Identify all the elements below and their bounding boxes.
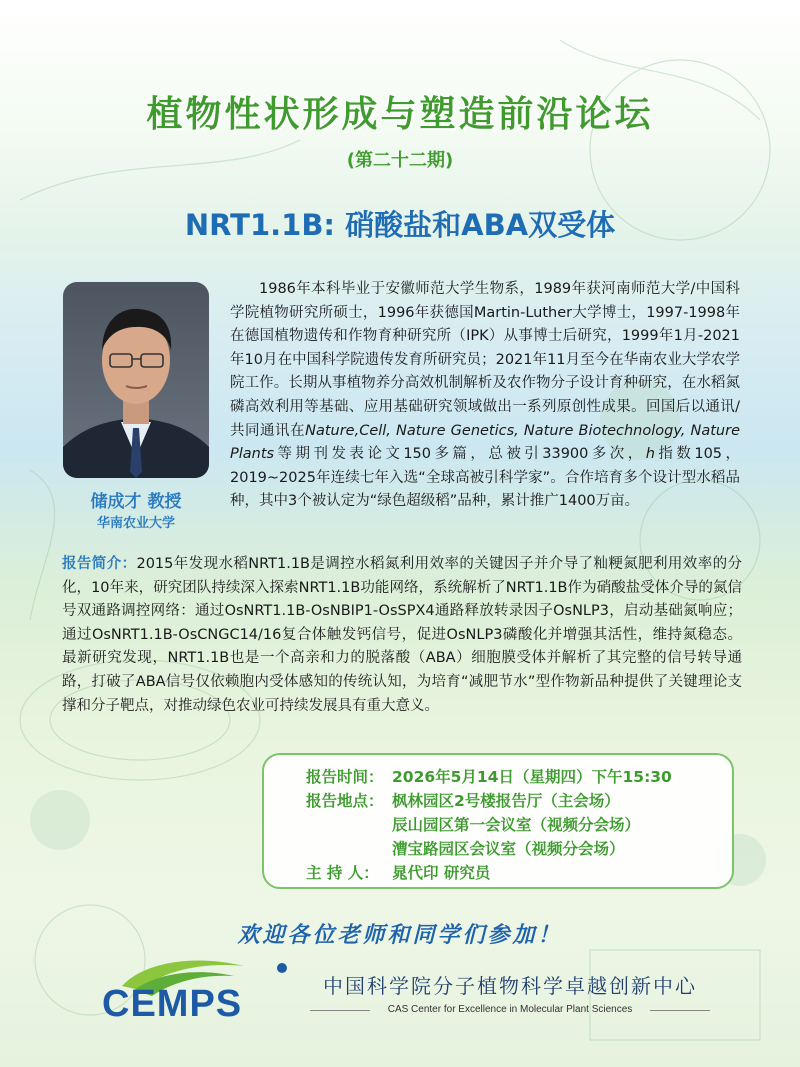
time-label: 报告时间： xyxy=(306,768,384,786)
speaker-bio xyxy=(230,278,740,514)
talk-title: NRT1.1B: 硝酸盐和ABA双受体 xyxy=(184,208,616,242)
abstract-label: 报告简介： xyxy=(62,556,137,572)
talk-abstract xyxy=(62,553,742,718)
event-info-box xyxy=(262,753,734,889)
divider-right xyxy=(650,1010,710,1011)
institute-name-cn: 中国科学院分子植物科学卓越创新中心 xyxy=(323,974,697,998)
time-value: 2026年5月14日（星期四）下午15:30 xyxy=(392,768,672,786)
info-host-row xyxy=(306,861,490,883)
info-time-row xyxy=(306,765,672,787)
place-label: 报告地点： xyxy=(306,792,384,810)
speaker-affiliation: 华南农业大学 xyxy=(96,516,175,531)
speaker-photo xyxy=(63,282,209,478)
welcome-message: 欢迎各位老师和同学们参加！ xyxy=(237,922,563,948)
bio-text-1: 1986年本科毕业于安徽师范大学生物系，1989年获河南师范大学/中国科学院植物研究所硕士，1996年获德国Martin-Luther大学博士，1997-1998年在德国植物遗传和作物育种研究所（IPK）从事博士后研究，1999年1月-2021年10月在中国科学院遗传发育所研究员；2021年11月至今在华南农业大学农学院工作。长期从事植物养分高效机制解析及农作物分子设计育种研究，在水稻氮磷高效利用等基础、应用基础研究领域做出一系列原创性成果。回国后以通讯/共同通讯在 xyxy=(230,281,740,439)
host-value: 晁代印 研究员 xyxy=(392,864,491,882)
bio-h-index-letter: h xyxy=(645,446,655,463)
host-label: 主 持 人： xyxy=(306,864,379,882)
forum-issue: (第二十二期) xyxy=(346,150,454,171)
info-place-branch-1: 辰山园区第一会议室（视频分会场） xyxy=(392,816,641,834)
cemps-logo-text: CEMPS xyxy=(102,983,243,1025)
info-place-branch-2: 漕宝路园区会议室（视频分会场） xyxy=(392,840,625,858)
speaker-name: 储成才 教授 xyxy=(90,492,182,512)
bio-journals: Nature,Cell, Nature Genetics, Nature Biotechnology, Nature Plants xyxy=(230,422,740,463)
info-place-row xyxy=(306,789,620,811)
abstract-text: 2015年发现水稻NRT1.1B是调控水稻氮利用效率的关键因子并介导了籼粳氮肥利用效率的分化，10年来，研究团队持续深入探索NRT1.1B功能网络，系统解析了NRT1.1B作为硝酸盐受体介导的氮信号双通路调控网络：通过OsNRT1.1B-OsNBIP1-OsSPX4通路释放转录因子OsNLP3，启动基础氮响应；通过OsNRT1.1B-OsCNGC14/16复合体触发钙信号，促进OsNLP3磷酸化并增强其活性，维持氮稳态。最新研究发现，NRT1.1B也是一个高亲和力的脱落酸（ABA）细胞膜受体并解析了其完整的信号转导通路，打破了ABA信号仅依赖胞内受体感知的传统认知，为培育“减肥节水”型作物新品种提供了关键理论支撑和分子靶点，对推动绿色农业可持续发展具有重大意义。 xyxy=(62,556,742,714)
institute-name-en: CAS Center for Excellence in Molecular Plant Sciences xyxy=(387,1004,633,1015)
place-main: 枫林园区2号楼报告厅（主会场） xyxy=(392,792,620,810)
forum-title: 植物性状形成与塑造前沿论坛 xyxy=(146,94,654,135)
bio-text-2: 等期刊发表论文150多篇，总被引33900多次， xyxy=(274,446,646,463)
bio-text-3: 指数105，2019~2025年连续七年入选“全球高被引科学家”。合作培育多个设计型水稻品种，其中3个被认定为“绿色超级稻”品种，累计推广1400万亩。 xyxy=(230,446,740,510)
